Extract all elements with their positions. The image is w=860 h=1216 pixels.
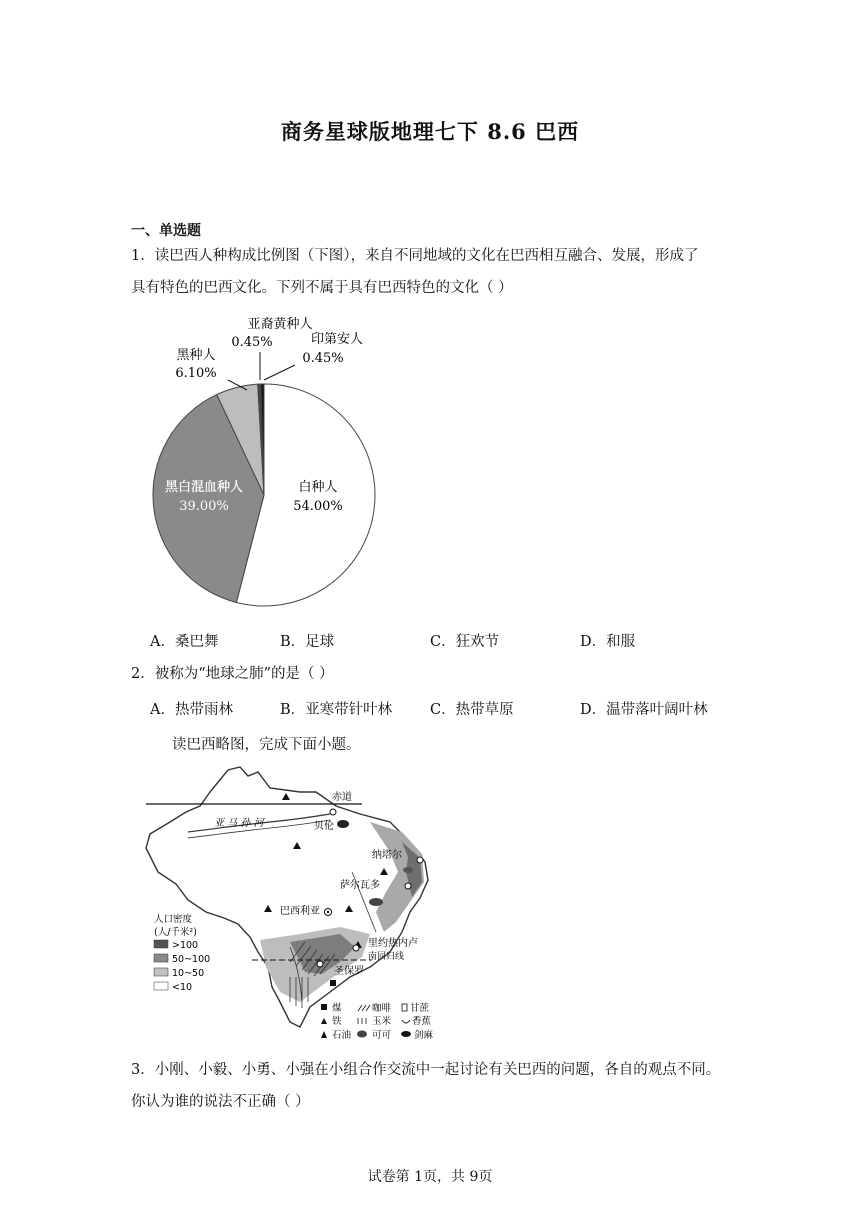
city-marker [405, 883, 411, 889]
coal-symbol [330, 980, 336, 986]
legend-title-1: 人口密度 [154, 914, 193, 925]
tropic-label: 南回归线 [368, 952, 405, 962]
equator-label: 赤道 [332, 792, 352, 803]
sugarcane-icon [402, 1004, 407, 1011]
city-marker [317, 961, 323, 967]
cocoa-icon [357, 1031, 367, 1038]
cocoa-symbol [369, 898, 383, 906]
legend-label: 50~100 [172, 954, 211, 965]
option-a[interactable]: A．热带雨林 [150, 702, 233, 718]
resource-sugarcane: 甘蔗 [410, 1003, 430, 1014]
city-label-belem: 贝伦 [314, 821, 334, 832]
label-white-name: 白种人 [298, 480, 338, 495]
sisal-symbol [403, 867, 413, 873]
label-asian-value: 0.45% [231, 335, 273, 350]
city-marker [353, 945, 359, 951]
city-marker [417, 857, 423, 863]
legend-label: <10 [172, 982, 193, 993]
label-black-name: 黑种人 [176, 348, 216, 363]
option-b[interactable]: B．亚寒带针叶林 [280, 702, 393, 718]
resource-cocoa: 可可 [372, 1030, 392, 1041]
resource-corn: 玉米 [372, 1016, 392, 1027]
label-mixed-value: 39.00% [179, 499, 229, 514]
label-mixed-name: 黑白混血种人 [164, 480, 244, 495]
city-label-rio: 里约热内卢 [368, 938, 418, 949]
resource-coffee: 咖啡 [372, 1003, 392, 1014]
cocoa-symbol [337, 820, 349, 828]
oil-icon [321, 1031, 327, 1038]
legend-swatch-10-50 [154, 968, 168, 976]
brazil-map [140, 762, 440, 1042]
resource-iron: 铁 [332, 1016, 342, 1027]
sisal-icon [401, 1031, 411, 1037]
resource-sisal: 剑麻 [414, 1030, 434, 1041]
legend-title-2: (人/千米²) [154, 927, 197, 938]
label-indian-value: 0.45% [302, 351, 344, 366]
label-asian-name: 亚裔黄种人 [247, 317, 313, 332]
legend-swatch-50-100 [154, 954, 168, 962]
page-footer: 试卷第 1页，共 9页 [367, 1169, 493, 1185]
resource-banana: 香蕉 [412, 1016, 432, 1027]
question-2-options [150, 698, 750, 718]
option-d[interactable]: D．温带落叶阔叶林 [580, 702, 708, 718]
corn-icon [358, 1018, 366, 1024]
label-indian-name: 印第安人 [310, 332, 364, 347]
city-label-saopaulo: 圣保罗 [334, 966, 364, 977]
legend-label: >100 [172, 940, 199, 951]
option-c[interactable]: C．狂欢节 [430, 634, 500, 650]
section-heading: 一、单选题 [131, 223, 201, 239]
resource-coal: 煤 [332, 1003, 342, 1014]
label-white-value: 54.00% [293, 499, 343, 514]
city-label-salvador: 萨尔瓦多 [340, 880, 380, 891]
label-black-value: 6.10% [175, 366, 217, 381]
map-intro: 读巴西略图，完成下面小题。 [172, 737, 361, 753]
question-3-line-1: 3．小刚、小毅、小勇、小强在小组合作交流中一起讨论有关巴西的问题，各自的观点不同。 [131, 1062, 721, 1078]
capital-marker-dot [327, 911, 329, 913]
option-b[interactable]: B．足球 [280, 634, 335, 650]
iron-icon [321, 1018, 327, 1024]
legend-swatch-10 [154, 982, 168, 990]
legend-swatch-100 [154, 940, 168, 948]
question-3-line-2: 你认为谁的说法不正确（ ） [131, 1094, 310, 1110]
coffee-icon [358, 1005, 370, 1011]
river-label: 亚 马 孙 河 [214, 818, 264, 829]
city-label-brasilia: 巴西利亚 [280, 906, 320, 917]
option-a[interactable]: A．桑巴舞 [150, 634, 219, 650]
option-d[interactable]: D．和服 [580, 634, 636, 650]
question-2-text: 2．被称为“地球之肺”的是（ ） [131, 666, 334, 682]
page-title: 商务星球版地理七下 8.6 巴西 [280, 119, 580, 144]
city-marker [330, 809, 336, 815]
banana-icon [402, 1020, 410, 1023]
question-1-line-2: 具有特色的巴西文化。下列不属于具有巴西特色的文化（ ） [131, 280, 513, 296]
question-1-options [150, 630, 750, 650]
legend-label: 10~50 [172, 968, 205, 979]
option-c[interactable]: C．热带草原 [430, 702, 514, 718]
question-1-line-1: 1．读巴西人种构成比例图（下图），来自不同地域的文化在巴西相互融合、发展，形成了 [131, 248, 699, 264]
race-pie-chart [140, 310, 400, 610]
city-label-natal: 纳塔尔 [372, 850, 402, 861]
coal-icon [321, 1004, 327, 1010]
resource-oil: 石油 [332, 1030, 352, 1041]
